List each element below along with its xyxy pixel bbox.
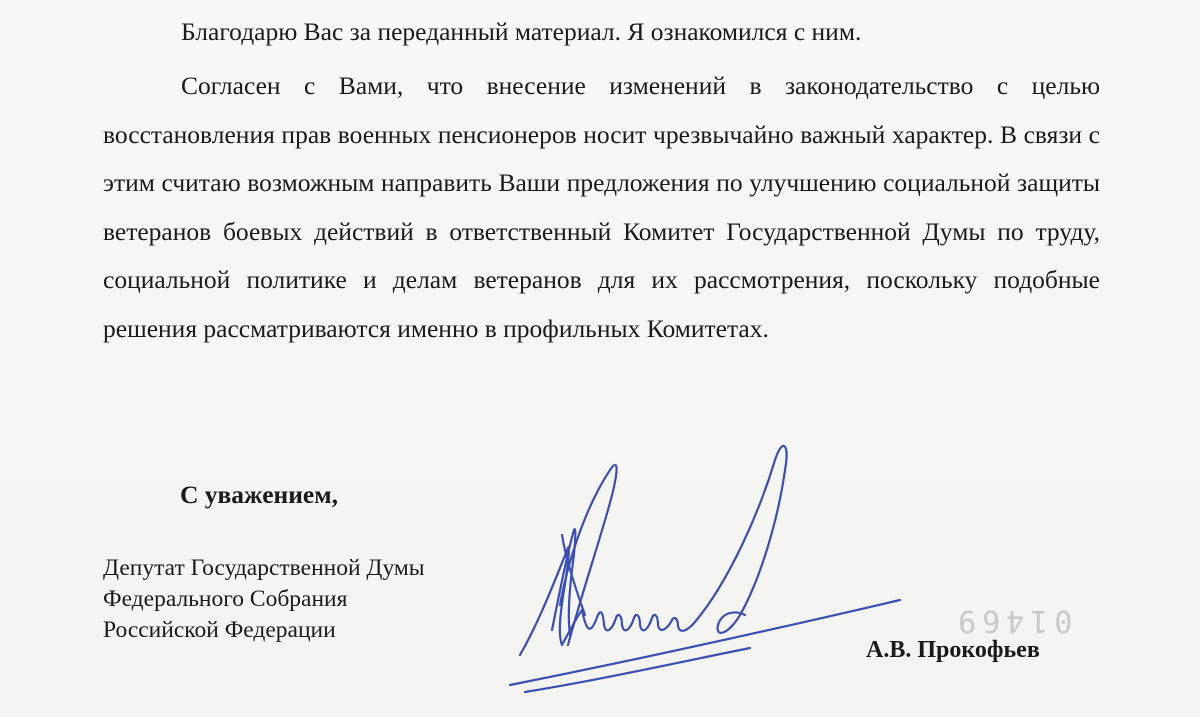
signer-name: А.В. Прокофьев — [866, 637, 1040, 663]
bleed-through-stamp-number: 01469 — [952, 603, 1073, 638]
signer-position-line-1: Депутат Государственной Думы — [103, 555, 425, 581]
closing-phrase: С уважением, — [180, 480, 338, 509]
signer-position — [103, 553, 425, 646]
letter-paragraph-1: Благодарю Вас за переданный материал. Я ознакомился с ним. — [181, 17, 862, 46]
signer-position-line-2: Федерального Собрания — [103, 586, 348, 612]
handwritten-signature — [490, 430, 920, 710]
letter-paragraph-2: Согласен с Вами, что внесение изменений в законодательство с целью восстановления прав военных пенсионеров носит чрезвычайно важный характер. В связи с этим считаю возможным направить Ваши предложения по улучшению социальной защиты ветеранов боевых действий в ответственный Комитет Государственной Думы по труду, социальной политике и делам ветеранов для их рассмотрения, поскольку подобные решения рассматриваются именно в профильных Комитетах. — [103, 71, 1100, 343]
signer-position-line-3: Российской Федерации — [103, 617, 336, 643]
